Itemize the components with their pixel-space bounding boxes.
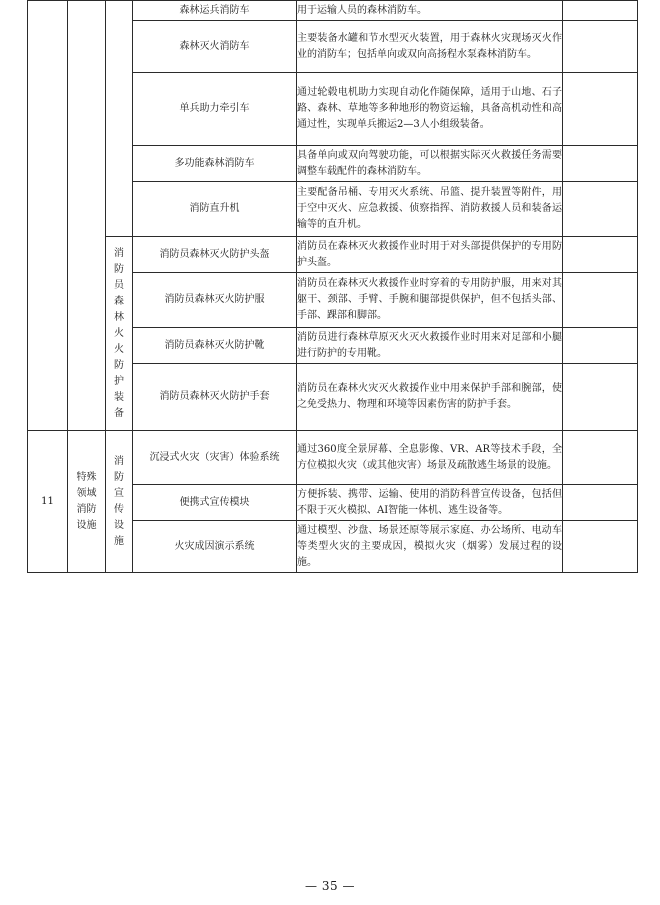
equipment-name: 便携式宣传模块 [133,485,297,521]
subgroup-cell [106,1,133,237]
equipment-description: 用于运输人员的森林消防车。 [297,1,563,21]
equipment-name: 消防员森林灭火防护头盔 [133,237,297,273]
equipment-name: 单兵助力牵引车 [133,73,297,146]
category-name [68,431,106,573]
subgroup-label: 消防宣传设施 [114,455,124,547]
remark-cell [563,328,638,364]
equipment-name: 消防员森林灭火防护服 [133,273,297,328]
subgroup-label: 消防员森林火火防护装备 [114,247,124,419]
subgroup-publicity [106,431,133,573]
equipment-table [27,0,638,573]
remark-cell [563,1,638,21]
equipment-description: 通过模型、沙盘、场景还原等展示家庭、办公场所、电动车等类型火灾的主要成因，模拟火灾（烟雾）发展过程的设施。 [297,521,563,573]
remark-cell [563,237,638,273]
equipment-description: 主要装备水罐和节水型灭火装置，用于森林火灾现场灭火作业的消防车；包括单向或双向高扬程水泵森林消防车。 [297,21,563,73]
equipment-name: 森林运兵消防车 [133,1,297,21]
equipment-name: 火灾成因演示系统 [133,521,297,573]
table-row [28,431,638,485]
equipment-description: 消防员在森林火灾灭火救援作业中用来保护手部和腕部，使之免受热力、物理和环境等因素伤害的防护手套。 [297,364,563,431]
equipment-description: 通过360度全景屏幕、全息影像、VR、AR等技术手段，全方位模拟火灾（或其他灾害）场景及疏散逃生场景的设施。 [297,431,563,485]
category-number: 11 [28,431,68,573]
equipment-name: 消防员森林灭火防护靴 [133,328,297,364]
remark-cell [563,21,638,73]
category-label: 特殊领域消防设施 [76,471,97,531]
equipment-description: 主要配备吊桶、专用灭火系统、吊篮、提升装置等附件，用于空中灭火、应急救援、侦察指挥、消防救援人员和装备运输等的直升机。 [297,182,563,237]
equipment-name: 消防直升机 [133,182,297,237]
table-row [28,237,638,273]
remark-cell [563,73,638,146]
remark-cell [563,431,638,485]
category-name-cell [68,1,106,431]
equipment-description: 消防员在森林灭火救援作业时用于对头部提供保护的专用防护头盔。 [297,237,563,273]
remark-cell [563,182,638,237]
equipment-name: 沉浸式火灾（灾害）体验系统 [133,431,297,485]
remark-cell [563,273,638,328]
equipment-description: 消防员在森林灭火救援作业时穿着的专用防护服，用来对其躯干、颈部、手臂、手腕和腿部提供保护，但不包括头部、手部、踝部和脚部。 [297,273,563,328]
remark-cell [563,521,638,573]
table-row [28,1,638,21]
equipment-name: 多功能森林消防车 [133,146,297,182]
remark-cell [563,146,638,182]
equipment-name: 森林灭火消防车 [133,21,297,73]
remark-cell [563,364,638,431]
remark-cell [563,485,638,521]
equipment-description: 通过轮毂电机助力实现自动化作随保障，适用于山地、石子路、森林、草地等多种地形的物资运输，具备高机动性和高通过性，实现单兵搬运2—3人小组级装备。 [297,73,563,146]
equipment-name: 消防员森林灭火防护手套 [133,364,297,431]
equipment-description: 方便拆装、携带、运输、使用的消防科普宣传设备，包括但不限于灭火模拟、AI智能一体机、逃生设备等。 [297,485,563,521]
equipment-description: 消防员进行森林草原灭火灭火救援作业时用来对足部和小腿进行防护的专用靴。 [297,328,563,364]
category-number-cell [28,1,68,431]
equipment-description: 具备单向或双向驾驶功能，可以根据实际灭火救援任务需要调整车载配件的森林消防车。 [297,146,563,182]
page-number: — 35 — [305,879,355,893]
subgroup-forest-protective [106,237,133,431]
